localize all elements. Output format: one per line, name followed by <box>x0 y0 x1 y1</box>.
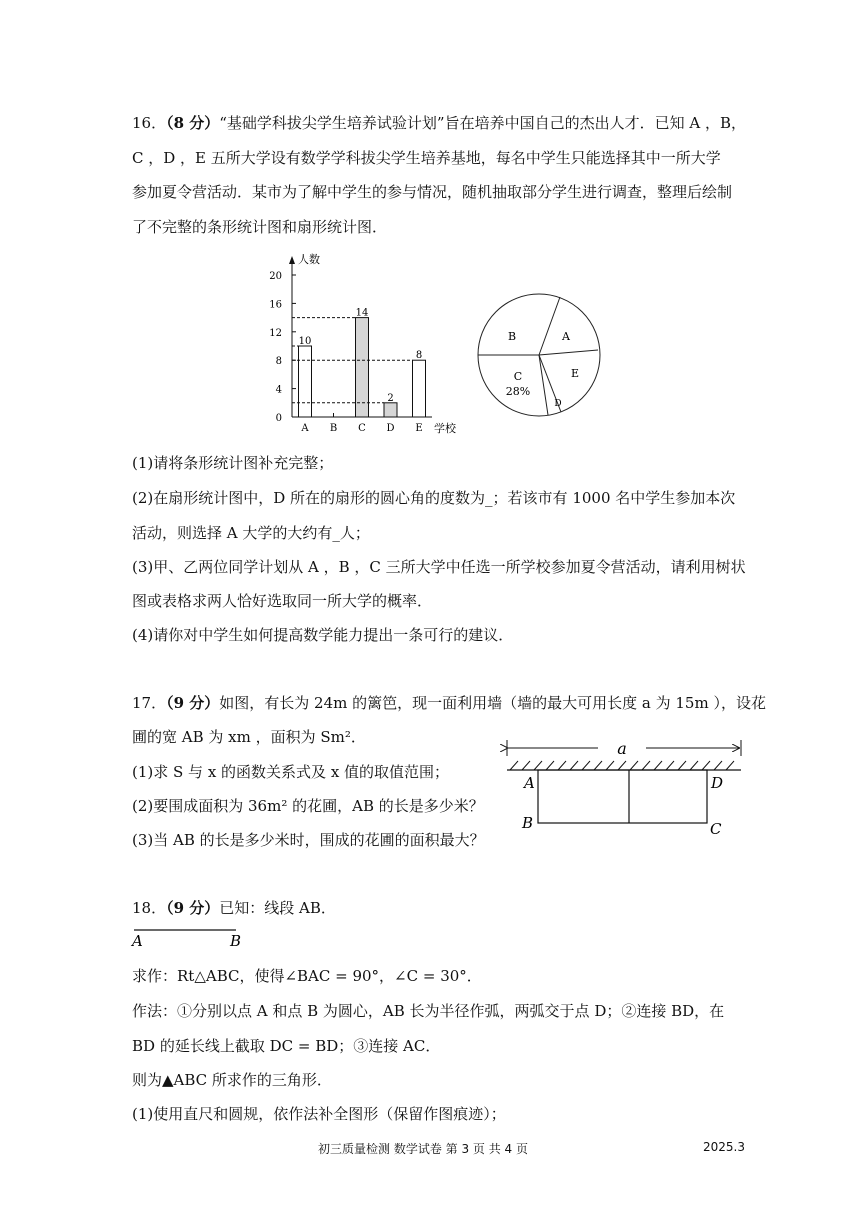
y-tick-label: 8 <box>275 356 282 368</box>
q16-line-1 <box>132 113 746 133</box>
q17-number: 17． <box>132 694 167 712</box>
garden-figure <box>498 736 748 840</box>
segment-label-a: A <box>132 932 143 950</box>
pie-chart <box>476 292 606 422</box>
q17-sub-3: (3)当 AB 的长是多少米时，围成的花圃的面积最大？ <box>132 831 485 849</box>
bar-chart <box>260 248 470 438</box>
bar-data-label: 8 <box>415 350 423 362</box>
pie-label-a: A <box>562 330 570 343</box>
segment-label-b: B <box>230 932 242 950</box>
q18-number: 18． <box>132 899 167 917</box>
dimension-label-a: a <box>617 739 627 758</box>
q18-line-3: 作法：①分别以点 A 和点 B 为圆心，AB 长为半径作弧，两弧交于点 D；②连接 BD，在 <box>132 1002 725 1020</box>
q16-sub-1: (1)请将条形统计图补充完整； <box>132 454 334 472</box>
y-tick-label: 12 <box>269 327 282 339</box>
x-tick-label: A <box>301 423 309 434</box>
y-tick-label: 16 <box>269 299 282 311</box>
q18-line-4: BD 的延长线上截取 DC = BD；③连接 AC． <box>132 1037 441 1055</box>
q16-sub-3b: 图或表格求两人恰好选取同一所大学的概率． <box>132 592 433 610</box>
q17-score: （9 分） <box>166 694 220 712</box>
wall-hatching <box>510 761 734 770</box>
bar-data-label: 10 <box>298 336 312 347</box>
footer-page-info: 初三质量检测 数学试卷 第 3 页 共 4 页 <box>318 1142 528 1156</box>
q18-score: （9 分） <box>166 899 220 917</box>
bar <box>299 346 312 417</box>
bar <box>384 403 397 417</box>
q16-sub-2b: 活动，则选择 A 大学的大约有_人； <box>132 524 370 542</box>
x-tick-label: D <box>386 423 395 434</box>
bar-data-label: 2 <box>387 392 394 404</box>
q17-text-1: 如图，有长为 24m 的篱笆，现一面利用墙（墙的最大可用长度 a 为 15m ），设花 <box>219 694 766 712</box>
y-tick-label: 20 <box>269 271 282 282</box>
y-axis-label: 人数 <box>298 253 320 266</box>
q18-line-1 <box>132 898 336 918</box>
x-tick-label: C <box>358 423 366 434</box>
x-tick-label: E <box>415 423 423 434</box>
bar-chart-marks <box>292 308 426 434</box>
garden-rectangle <box>538 770 707 823</box>
q17-sub-1: (1)求 S 与 x 的函数关系式及 x 值的取值范围； <box>132 763 450 781</box>
pie-label-d: D <box>554 399 562 409</box>
garden-label-d: D <box>711 774 724 792</box>
pie-label-b: B <box>507 330 517 343</box>
q18-text-1: 已知：线段 AB． <box>219 899 336 917</box>
q16-text-1: “基础学科拔尖学生培养试验计划”旨在培养中国自己的杰出人才．已知 A ，B， <box>219 114 746 132</box>
q16-sub-3a: (3)甲、乙两位同学计划从 A ，B ，C 三所大学中任选一所学校参加夏令营活动，请利用树状 <box>132 558 746 576</box>
y-tick-label: 4 <box>275 384 282 396</box>
pie-label-c: C <box>513 370 523 383</box>
q17-line-2: 圃的宽 AB 为 xm ，面积为 Sm²． <box>132 728 366 746</box>
pie-label-e: E <box>570 367 580 380</box>
q16-line-2: C ，D ，E 五所大学设有数学学科拔尖学生培养基地，每名中学生只能选择其中一所大学 <box>132 149 721 167</box>
q16-sub-4: (4)请你对中学生如何提高数学能力提出一条可行的建议． <box>132 626 514 644</box>
garden-label-c: C <box>710 820 722 838</box>
q16-sub-2a: (2)在扇形统计图中，D 所在的扇形的圆心角的度数为_；若该市有 1000 名中学生参加本次 <box>132 489 736 507</box>
y-axis-arrow <box>289 256 295 264</box>
q18-line-5: 则为▲ABC 所求作的三角形． <box>132 1071 332 1089</box>
garden-label-b: B <box>522 814 534 832</box>
q16-number: 16． <box>132 114 167 132</box>
q16-score: （8 分） <box>166 114 220 132</box>
x-axis-label: 学校 <box>434 422 456 435</box>
q18-sub-1: (1)使用直尺和圆规，依作法补全图形（保留作图痕迹）； <box>132 1105 506 1123</box>
footer-date: 2025.3 <box>703 1140 745 1154</box>
q16-line-3: 参加夏令营活动．某市为了解中学生的参与情况，随机抽取部分学生进行调查，整理后绘制 <box>132 183 733 201</box>
y-tick-label: 0 <box>275 413 282 424</box>
q17-sub-2: (2)要围成面积为 36m² 的花圃，AB 的长是多少米？ <box>132 797 484 815</box>
q17-line-1 <box>132 693 766 713</box>
segment-ab-figure <box>130 924 250 950</box>
bar <box>413 360 426 417</box>
bar-data-label: 14 <box>355 307 369 319</box>
bar <box>356 318 369 417</box>
q16-line-4: 了不完整的条形统计图和扇形统计图． <box>132 218 388 236</box>
garden-label-a: A <box>524 774 535 792</box>
q18-line-2: 求作：Rt△ABC，使得∠BAC = 90°，∠C = 30°． <box>132 967 482 985</box>
pie-label-c-percent: 28% <box>505 385 531 398</box>
x-tick-label: B <box>329 423 338 434</box>
